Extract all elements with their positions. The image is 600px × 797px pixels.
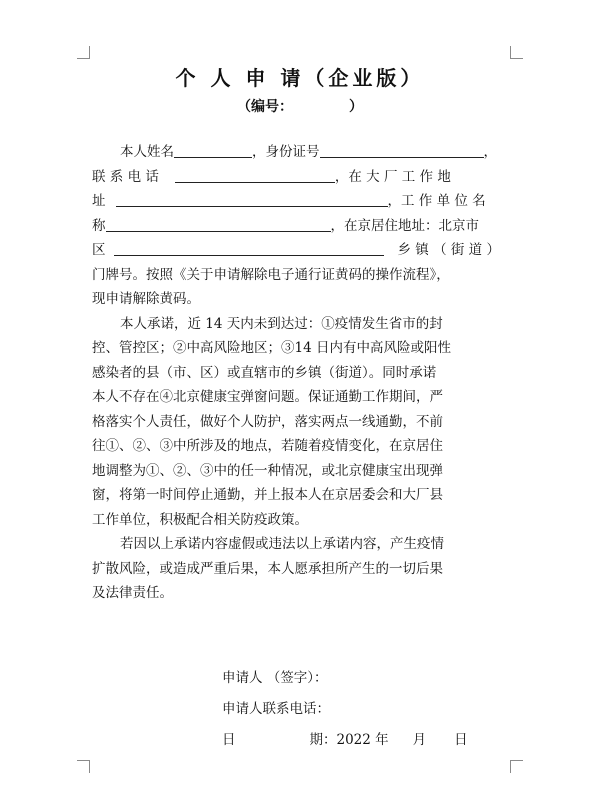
crop-mark-top-right [510,46,523,59]
beijing-address-label: ，在京居住地址：北京市 [330,217,479,234]
promise-line-4: 本人不存在④北京健康宝弹窗问题。保证通勤工作期间，严 [92,389,443,405]
promise-line-2: 控、管控区；②中高风险地区；③14 日内有中高风险或阳性 [92,340,451,356]
promise-line-8: 窗，将第一时间停止通勤，并上报本人在京居委会和大厂县 [92,487,443,503]
dachang-workplace-label: ，在 大 厂 工 作 地 [334,168,451,185]
applicant-phone-label: 申请人联系电话： [222,701,330,717]
promise-line-3: 感染者的县（市、区）或直辖市的乡镇（街道）。同时承诺 [92,364,437,381]
date-day: 日 [454,732,468,748]
comma-1: ， [483,144,497,160]
applicant-signature-label: 申请人 （签字）： [222,670,328,686]
form-line-6: 门牌号。按照《关于申请解除电子通行证黄码的操作流程》， [92,266,450,283]
unit-name-field[interactable] [106,215,331,232]
liability-paragraph [92,532,512,606]
liability-line-1: 若因以上承诺内容虚假或违法以上承诺内容，产生疫情 [120,536,444,552]
address-label: 址 [92,193,106,209]
promise-paragraph [92,312,512,533]
promise-line-5: 格落实个人责任，做好个人防护，落实两点一线通勤，不前 [92,413,443,430]
district-label: 区 [92,242,106,258]
form-line-name-id [92,140,512,165]
promise-line-1: 本人承诺，近 14 天内未到达过：①疫情发生省市的封 [120,315,443,332]
promise-line-7: 地调整为①、②、③中的任一种情况，或北京健康宝出现弹 [92,462,443,479]
promise-line-6: 往①、②、③中所涉及的地点，若随着疫情变化，在京居住 [92,438,443,454]
form-line-district [92,238,512,263]
date-year: 期：2022 年 [309,732,389,748]
township-label: 乡 镇 （ 街 道 ） [397,242,500,258]
work-address-field[interactable] [116,190,388,207]
document-title: 个 人 申 请（企业版） [175,66,425,90]
serial-number [0,96,600,116]
date-line [222,728,512,748]
workplace-name-label: ，工 作 单 位 名 [387,193,486,209]
name-field[interactable] [174,141,252,158]
form-line-unit [92,214,512,239]
form-line-phone [92,165,512,190]
crop-mark-bottom-right [510,760,523,773]
liability-line-3: 及法律责任。 [92,585,173,601]
unit-label: 称 [92,217,106,234]
serial-close: ） [349,99,363,115]
serial-label: （编号： [237,99,293,115]
date-month: 月 [412,732,427,748]
form-line-address [92,189,512,214]
date-label: 日 [222,732,236,748]
crop-mark-top-left [77,46,90,59]
crop-mark-bottom-left [77,760,90,773]
phone-field[interactable] [175,166,335,183]
phone-label: 联 系 电 话 [92,168,159,185]
district-field[interactable] [114,239,384,256]
id-label: ，身份证号 [252,144,320,160]
form-line-7: 现申请解除黄码。 [92,291,200,307]
promise-line-9: 工作单位，积极配合相关防疫政策。 [92,511,308,528]
liability-line-2: 扩散风险，或造成严重后果，本人愿承担所产生的一切后果 [92,560,443,577]
id-number-field[interactable] [320,141,484,158]
document-body [92,140,512,606]
name-label: 本人姓名 [120,144,174,160]
